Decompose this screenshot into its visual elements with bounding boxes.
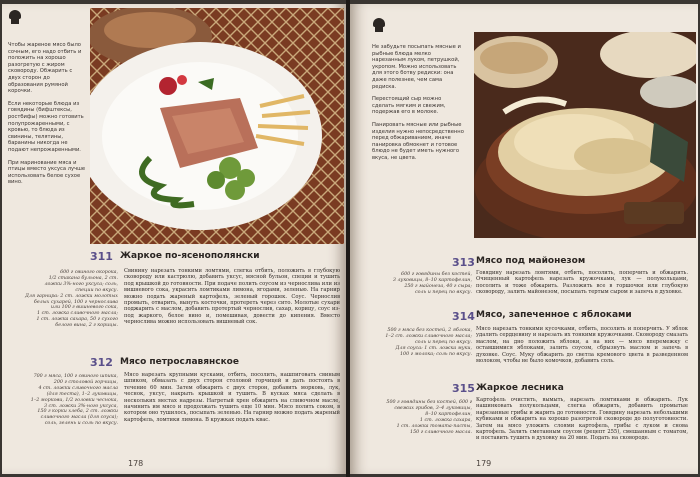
dish-photo-right (474, 32, 696, 238)
left-page (2, 4, 346, 474)
recipe-ingredients: 500 г мяса без костей, 2 яблока, 1–2 ст. ложки сливочного масла; соль и перец по вкусу. Для соуса: 1 ст. ложка муки, 100 г молока; соль по вкусу. (385, 328, 472, 357)
right-tips (372, 44, 464, 168)
recipe-number: 315 (452, 382, 475, 395)
tip-1: Чтобы жареное мясо было сочным, его надо отбить и положить на хорошо разогретую с жиром сковороду. Обжарить с двух сторон до образования румяной корочки. (8, 42, 82, 95)
recipe-method: Мясо нарезать крупными кусками, отбить, посолить, нашпиговать свиным шпиком, обмазать с двух сторон столовой горчицей и дать постоять в течение 60 мин. Затем обжарить с двух сторон, добавить морковь, лук, чеснок, уксус, накрыть крышкой и тушить. В кусках мяса сделать в нескольких местах надрезы. Нагретый хрен обжарить на сливочном масле, начинить им мясо и продолжать тушить еще 10 мин. Мясо полить соком, в котором оно тушилось, посыпать зеленью. На гарнир можно подать жареный картофель, ломтики лимона. В кружках подать квас. (124, 372, 340, 423)
recipe-method: Свинину нарезать тонкими ломтями, слегка отбить, положить в глубокую сковороду или кастрюлю, добавить уксус, мясной бульон, специи и тушить под крышкой до готовности. При подаче полить соусом из чернослива или из вишневого сока, украсить ломтиками лимона, ягодами, зеленью. На гарнир можно подать жареный картофель, зеленый горошек. Соус. Чернослив промыть, отварить, вынуть косточки, протереть через сито. Молотые сухари поджарить с маслом, добавить протертый чернослив, сахар, корицу, соус из-под жаркого, белое вино и, помешивая, довести до кипения. Вместо чернослива можно использовать вишневый сок. (124, 268, 340, 326)
chef-hat-icon (372, 18, 386, 34)
recipe-number: 311 (90, 250, 113, 263)
dish-photo-left (90, 8, 344, 244)
recipe-title: Жаркое по-ясенополянски (120, 251, 260, 261)
recipe-number: 312 (90, 356, 113, 369)
recipe-title: Мясо петрославянское (120, 357, 239, 367)
recipe-method: Мясо нарезать тонкими кусочками, отбить, посолить и поперчить. У яблок удалить сердцевину и нарезать их тонкими кружочками. Сковороду смазать маслом, на дно положить яблоки, а на них — мясо вперемежку с оставшимися яблоками, залить соусом, сбрызнуть маслом и запечь в духовке. Соус. Муку обжарить до светла кремового цвета в разведенном молоком, чтобы не было комочков, добавить соль. (476, 326, 688, 365)
tip-3: Панировать мясные или рыбные изделия нужно непосредственно перед обжариванием, иначе панировка обмокнет и готовое блюдо не будет иметь нужного вкуса, не цвета. (372, 121, 464, 161)
recipe-number: 313 (452, 256, 475, 269)
tip-1: Не забудьте посыпать мясные и рыбные блюда мелко нарезанным луком, петрушкой, укропом. Можно использовать для этого ботву редиски: она даже полезнее, чем сама редиска. (372, 44, 461, 90)
recipe-ingredients: 500 г говядины без костей, 600 г свежих грибов, 3–4 луковицы, 8–10 картофелин, 1 ст. ложка сахара, 1 ст. ложка томата-пасты, 150 г сливочного масла. (386, 400, 472, 435)
recipe-title: Жаркое лесника (476, 383, 564, 393)
left-tips (8, 42, 86, 192)
recipe-title: Мясо под майонезом (476, 256, 586, 266)
tip-3: При маринование мяса и птицы вместо уксуса лучше использовать белое сухое вино. (8, 159, 86, 186)
tip-2: Перестоящий сыр можно сделать мягким и свежим, подержав его в молоке. (372, 96, 446, 116)
recipe-ingredients: 600 г свиного окорока, 1/2 стакана бульона, 2 ст. ложки 3%-ного уксуса; соль, специи по вкусу. Для гарнира: 2 ст. ложки молотых белых сухарей, 100 г чернослива или 100 г вишневого сока, 1 ст. ложка сливочного масла; 1 ст. ложка сахара, 50 г сухого белого вина, 2 г корицы. (24, 270, 118, 329)
recipe-title: Мясо, запеченное с яблоками (476, 310, 632, 320)
recipe-method: Говядину нарезать ломтями, отбить, посолить, поперчить и обжарить. Очищенный картофель нарезать кружочками, лук — полукольцами, посолить и тоже обжарить. Разложить все в горшочки или глубокую сковороду, залить майонезом, посыпать тертым сыром и запечь в духовке. (476, 270, 688, 296)
tip-2: Если некоторые блюда из говядины (бифштексы, ростбифы) можно готовить полупрожаренными, с кровью, то блюда из свинины, телятины, баранины никогда не подают непрожаренными. (8, 100, 84, 153)
right-page (350, 4, 698, 474)
chef-hat-icon (8, 10, 22, 26)
recipe-number: 314 (452, 310, 475, 323)
page-number: 179 (476, 459, 492, 468)
recipe-ingredients: 700 г мяса, 100 г свиного шпика, 200 г столовой горчицы, 4 ст. ложки сливочного масла (для теста), 1–2 луковицы, 1–2 моркови, 1/2 головки чеснока, 3 ст. ложки 3%-ного уксуса, 150 г корки хлеба, 2 ст. ложки сливочного масла (для соуса); соль, зелень и соль по вкусу. (30, 374, 118, 427)
recipe-method: Картофель очистить, вымыть, нарезать ломтиками и обжарить. Лук нашинковать полукольцами, слегка обжарить, добавить промытые нарезанные грибы и жарить до готовности. Говядину нарезать небольшими кубиками и обжарить на хорошо разогретой сковороде до полуготовности. Затем на мясо уложить слоями картофель, грибы с луком и снова картофель. Залить сметанным соусом (рецепт 255), смешанным с томатом, и поставить тушить в духовку на 20 мин. Подать на сковороде. (476, 397, 688, 442)
page-number: 178 (128, 459, 144, 468)
recipe-ingredients: 600 г говядины без костей, 3 луковицы, 8–10 картофелин, 250 г майонеза, 40 г сыра; соль и перец по вкусу. (392, 272, 472, 295)
